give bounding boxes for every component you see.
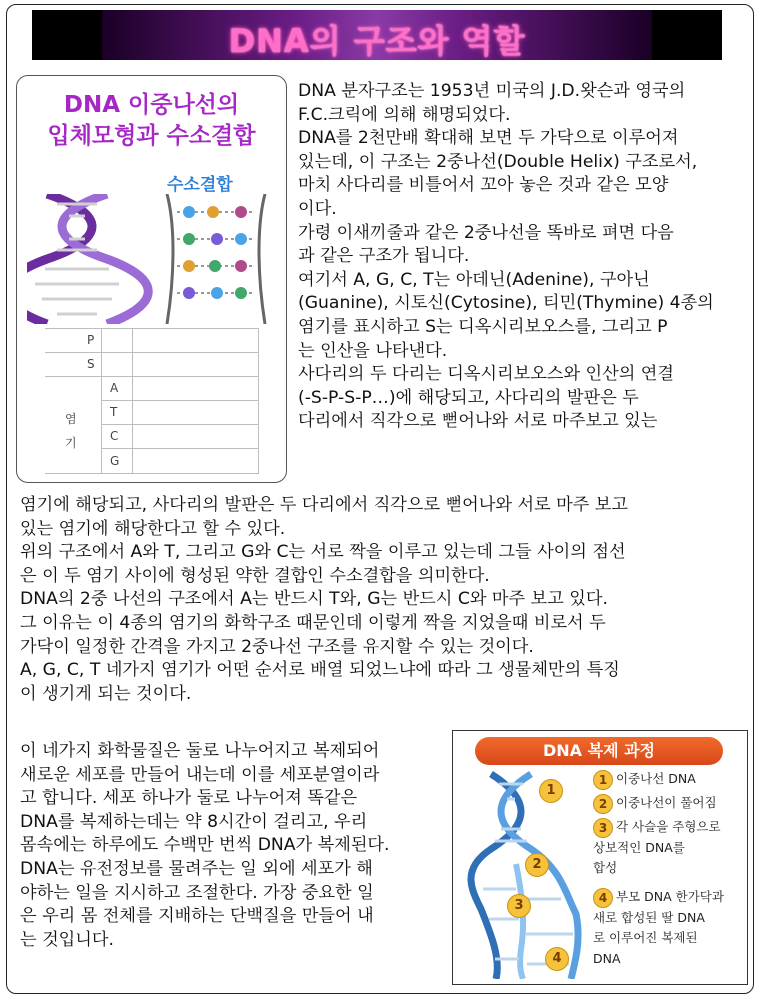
page-title: DNA의 구조와 역할: [228, 22, 526, 60]
text-line: 이 생기게 되는 것이다.: [20, 683, 192, 704]
figure-title: [17, 90, 286, 152]
text-line: DNA의 2중 나선의 구조에서 A는 반드시 T와, G는 반드시 C와 마주 보고 있다.: [20, 589, 608, 610]
title-banner: [32, 10, 722, 60]
base-structure-table: [45, 328, 259, 474]
text-line: 있는데, 이 구조는 2중나선(Double Helix) 구조로서,: [298, 151, 698, 172]
hydrogen-bond-label: 수소결합: [167, 175, 233, 195]
step-text: 상보적인 DNA를: [593, 839, 685, 855]
body-text-left: [20, 740, 390, 952]
text-line: 그 이유는 이 4종의 염기의 화학구조 때문인데 이렇게 짝을 지었을때 비로서 두: [20, 612, 606, 633]
step-number-icon: 1: [593, 770, 613, 790]
text-line: 몸속에는 하루에도 수백만 번씩 DNA가 복제된다.: [20, 835, 390, 856]
step-text: 각 사슬을 주형으로: [616, 819, 721, 834]
step-text: 새로 합성된 딸 DNA: [593, 909, 705, 925]
replication-step: [593, 887, 724, 969]
text-line: F.C.크릭에 의해 해명되었다.: [298, 104, 511, 125]
step-number-icon: 2: [593, 794, 613, 814]
text-line: 새로운 세포를 만들어 내는데 이를 세포분열이라: [20, 764, 380, 785]
table-group-label: 염: [65, 412, 77, 426]
step-badge: 2: [525, 853, 549, 877]
text-line: 이 네가지 화학물질은 둘로 나누어지고 복제되어: [20, 741, 380, 761]
figure-title-line: 입체모형과 수소결합: [47, 123, 256, 149]
table-row-label: A: [110, 381, 119, 395]
text-line: (-S-P-S-P…)에 해당되고, 사다리의 발판은 두: [298, 387, 639, 408]
table-row-label: S: [87, 357, 95, 371]
figure-double-helix: [16, 75, 287, 483]
text-line: 은 이 두 염기 사이에 형성된 약한 결합인 수소결합을 의미한다.: [20, 565, 490, 586]
text-line: 은 우리 몸 전체를 지배하는 단백질을 만들어 내: [20, 906, 374, 927]
text-line: 다리에서 직각으로 뻗어나와 서로 마주보고 있는: [298, 411, 658, 432]
step-badge: 4: [545, 947, 569, 971]
table-group-label: 기: [65, 436, 77, 450]
text-line: 있는 염기에 해당한다고 할 수 있다.: [20, 518, 286, 539]
table-row-label: C: [110, 429, 119, 443]
step-badge: 3: [507, 894, 531, 918]
table-row-label: T: [110, 405, 118, 419]
replication-step: [593, 817, 721, 879]
text-line: DNA를 복제하는데는 약 8시간이 걸리고, 우리: [20, 811, 368, 832]
text-line: 는 인산을 나타낸다.: [298, 340, 448, 361]
replication-helix-illustration: [461, 769, 591, 979]
text-line: 가닥이 일정한 간격을 가지고 2중나선 구조를 유지할 수 있는 것이다.: [20, 636, 534, 657]
step-number-icon: 3: [593, 818, 613, 838]
step-number-icon: 4: [593, 888, 613, 908]
replication-title: DNA 복제 과정: [475, 737, 723, 765]
step-badge: 1: [539, 779, 563, 803]
helix-3d-icon: [27, 194, 148, 324]
intro-text-right: [298, 80, 714, 434]
text-line: (Guanine), 시토신(Cytosine), 티민(Thymine) 4종의: [298, 293, 714, 314]
step-text: 로 이루어진 복제된: [593, 930, 698, 945]
double-helix-illustration: [27, 194, 277, 324]
text-line: 위의 구조에서 A와 T, 그리고 G와 C는 서로 짝을 이루고 있는데 그들 사이의 점선: [20, 542, 626, 563]
step-text: 이중나선 DNA: [616, 771, 696, 786]
table-row-label: P: [87, 333, 95, 347]
text-line: 염기를 표시하고 S는 디옥시리보오스를, 그리고 P: [298, 316, 668, 337]
text-line: DNA를 2천만배 확대해 보면 두 가닥으로 이루어져: [298, 128, 679, 149]
ladder-structure-icon: [167, 194, 265, 324]
step-text: DNA: [593, 950, 621, 966]
text-line: 가령 이새끼줄과 같은 2중나선을 똑바로 펴면 다음: [298, 222, 674, 243]
body-text-full: [20, 494, 628, 706]
figure-dna-replication: [452, 730, 748, 985]
text-line: 야하는 일을 지시하고 조절한다. 가장 중요한 일: [20, 882, 374, 903]
text-line: A, G, C, T 네가지 염기가 어떤 순서로 배열 되었느냐에 따라 그 생물체만의 특징: [20, 660, 620, 681]
text-line: 여기서 A, G, C, T는 아데닌(Adenine), 구아닌: [298, 269, 650, 290]
text-line: 과 같은 구조가 됩니다.: [298, 246, 470, 267]
step-text: 부모 DNA 한가닥과: [616, 889, 724, 904]
text-line: DNA 분자구조는 1953년 미국의 J.D.왓슨과 영국의: [298, 81, 686, 101]
table-row-label: G: [110, 454, 120, 468]
text-line: DNA는 유전정보를 물려주는 일 외에 세포가 해: [20, 858, 373, 879]
text-line: 마치 사다리를 비틀어서 꼬아 놓은 것과 같은 모양: [298, 175, 669, 196]
text-line: 고 합니다. 세포 하나가 둘로 나누어져 똑같은: [20, 788, 358, 809]
text-line: 사다리의 두 다리는 디옥시리보오스와 인산의 연결: [298, 364, 674, 385]
text-line: 는 것입니다.: [20, 929, 114, 950]
step-text: 이중나선이 풀어짐: [616, 795, 717, 810]
text-line: 이다.: [298, 198, 337, 219]
text-line: 염기에 해당되고, 사다리의 발판은 두 다리에서 직각으로 뻗어나와 서로 마주 보고: [20, 495, 629, 515]
replication-step: [593, 769, 696, 790]
figure-title-line: DNA 이중나선의: [63, 92, 240, 118]
replication-step: [593, 793, 717, 814]
step-text: 합성: [593, 860, 618, 875]
